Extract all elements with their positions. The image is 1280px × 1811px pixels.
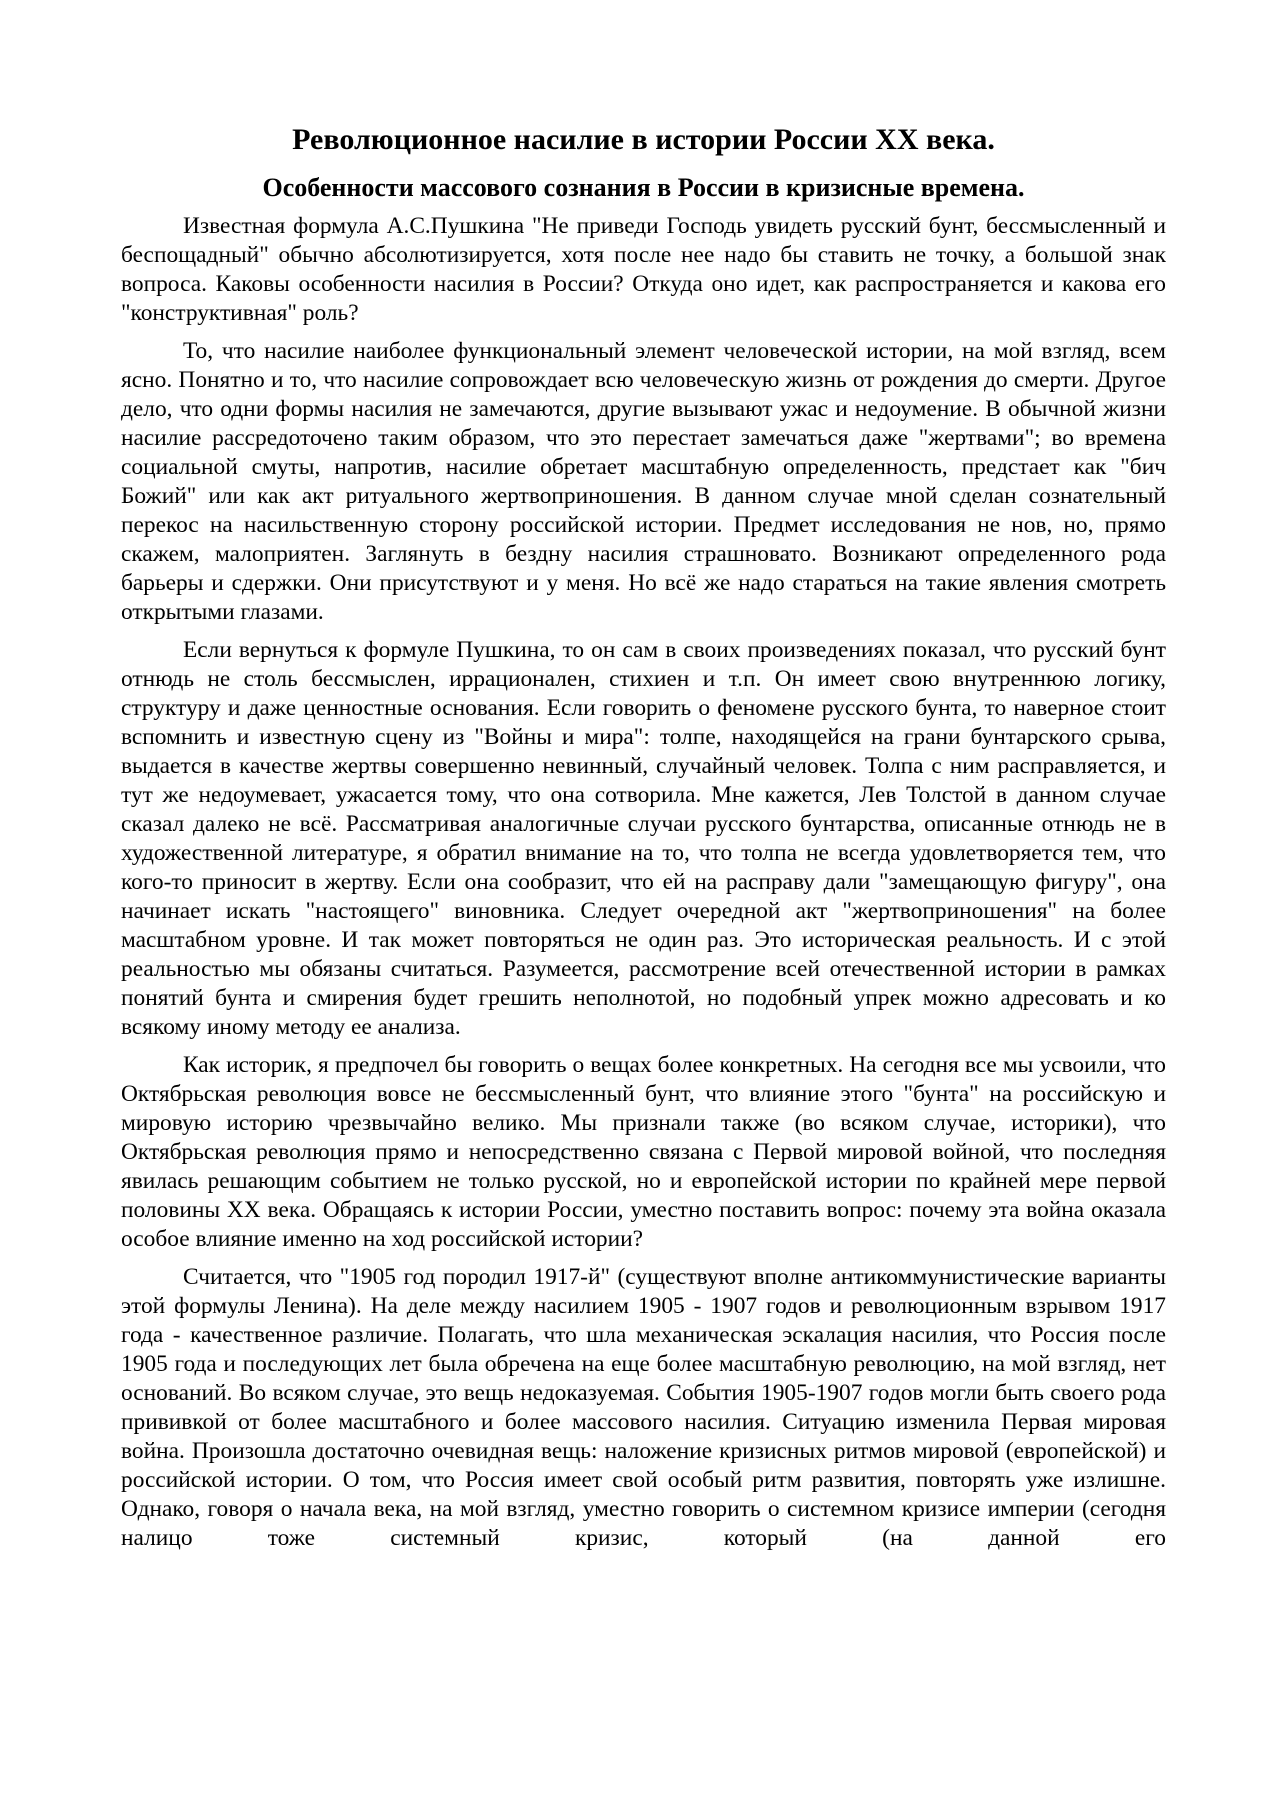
paragraph-4: Как историк, я предпочел бы говорить о вещах более конкретных. На сегодня все мы усвоили, что Октябрьская революция вовсе не бессмысленный бунт, что влияние этого "бунта" на российскую и мировую историю чрезвычайно велико. Мы признали также (во всяком случае, историки), что Октябрьская революция прямо и непосредственно связана с Первой мировой войной, что последняя явилась решающим событием не только русской, но и европейской истории по крайней мере первой половины XX века. Обращаясь к истории России, уместно поставить вопрос: почему эта война оказала особое влияние именно на ход российской истории?: [121, 1052, 1166, 1252]
paragraph-2: То, что насилие наиболее функциональный элемент человеческой истории, на мой взгляд, всем ясно. Понятно и то, что насилие сопровождает всю человеческую жизнь от рождения до смерти. Другое дело, что одни формы насилия не замечаются, другие вызывают ужас и недоумение. В обычной жизни насилие рассредоточено таким образом, что это перестает замечаться даже "жертвами"; во времена социальной смуты, напротив, насилие обретает масштабную определенность, предстает как "бич Божий" или как акт ритуального жертвоприношения. В данном случае мной сделан сознательный перекос на насильственную сторону российской истории. Предмет исследования не нов, но, прямо скажем, малоприятен. Заглянуть в бездну насилия страшновато. Возникают определенного рода барьеры и сдержки. Они присутствуют и у меня. Но всё же надо стараться на такие явления смотреть открытыми глазами.: [121, 338, 1166, 625]
paragraph-3: Если вернуться к формуле Пушкина, то он сам в своих произведениях показал, что русский бунт отнюдь не столь бессмыслен, иррационален, стихиен и т.п. Он имеет свою внутреннюю логику, структуру и даже ценностные основания. Если говорить о феномене русского бунта, то наверное стоит вспомнить и известную сцену из "Войны и мира": толпе, находящейся на грани бунтарского срыва, выдается в качестве жертвы совершенно невинный, случайный человек. Толпа с ним расправляется, и тут же недоумевает, ужасается тому, что она сотворила. Мне кажется, Лев Толстой в данном случае сказал далеко не всё. Рассматривая аналогичные случаи русского бунтарства, описанные отнюдь не в художественной литературе, я обратил внимание на то, что толпа не всегда удовлетворяется тем, что кого-то приносит в жертву. Если она сообразит, что ей на расправу дали "замещающую фигуру", она начинает искать "настоящего" виновника. Следует очередной акт "жертвоприношения" на более масштабном уровне. И так может повторяться не один раз. Это историческая реальность. И с этой реальностью мы обязаны считаться. Разумеется, рассмотрение всей отечественной истории в рамках понятий бунта и смирения будет грешить неполнотой, но подобный упрек можно адресовать и ко всякому иному методу ее анализа.: [121, 637, 1166, 1040]
document-subtitle: Особенности массового сознания в России в кризисные времена.: [262, 173, 1025, 202]
paragraph-5: Считается, что "1905 год породил 1917-й" (существуют вполне антикоммунистические варианты этой формулы Ленина). На деле между насилием 1905 - 1907 годов и революционным взрывом 1917 года - качественное различие. Полагать, что шла механическая эскалация насилия, что Россия после 1905 года и последующих лет была обречена на еще более масштабную революцию, на мой взгляд, нет оснований. Во всяком случае, это вещь недоказуемая. События 1905-1907 годов могли быть своего рода прививкой от более масштабного и более массового насилия. Ситуацию изменила Первая мировая война. Произошла достаточно очевидная вещь: наложение кризисных ритмов мировой (европейской) и российской истории. О том, что Россия имеет свой особый ритм развития, повторять уже излишне. Однако, говоря о начала века, на мой взгляд, уместно говорить о системном кризисе империи (сегодня налицо тоже системный кризис, который (на данной его: [121, 1264, 1166, 1551]
document-body: [121, 120, 1166, 1562]
document-title: Революционное насилие в истории России XX века.: [292, 123, 995, 156]
paragraph-1: Известная формула А.С.Пушкина "Не приведи Господь увидеть русский бунт, бессмысленный и беспощадный" обычно абсолютизируется, хотя после нее надо бы ставить не точку, а большой знак вопроса. Каковы особенности насилия в России? Откуда оно идет, как распространяется и какова его "конструктивная" роль?: [121, 213, 1166, 326]
